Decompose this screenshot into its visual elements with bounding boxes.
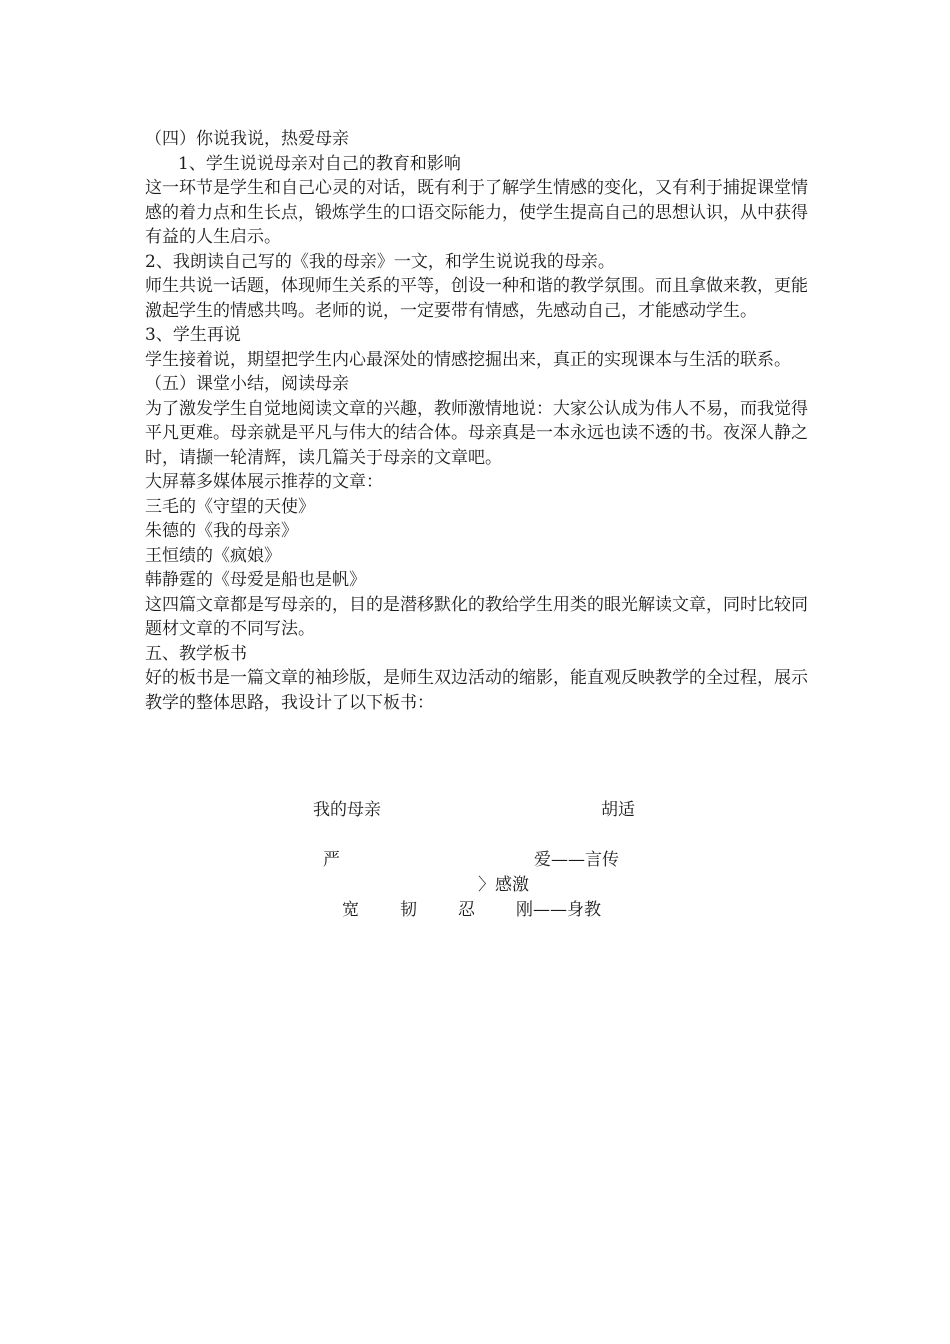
board-love-words: 爱——言传	[534, 850, 619, 870]
paragraph-step-two: 师生共说一话题，体现师生关系的平等，创设一种和谐的教学氛围。而且拿做来教，更能激起学生的情感共鸣。老师的说，一定要带有情感，先感动自己，才能感动学生。	[145, 276, 808, 321]
recommended-article: 韩静霆的《母爱是船也是帆》	[145, 570, 366, 590]
section-heading-blackboard: 五、教学板书	[145, 643, 247, 664]
board-gratitude: 〉感激	[478, 875, 529, 895]
step-two-heading: 2、我朗读自己写的《我的母亲》一文，和学生说说我的母亲。	[145, 251, 615, 272]
board-author: 胡适	[601, 800, 635, 820]
recommended-article: 王恒绩的《疯娘》	[145, 545, 281, 566]
recommended-article: 三毛的《守望的天使》	[145, 496, 315, 517]
section-heading-four: （四）你说我说，热爱母亲	[145, 129, 349, 149]
recommend-intro: 大屏幕多媒体展示推荐的文章：	[145, 472, 383, 492]
paragraph-step-one: 这一环节是学生和自己心灵的对话，既有利于了解学生情感的变化，又有利于捕捉课堂情感的着力点和生长点，锻炼学生的口语交际能力，使学生提高自己的思想认识，从中获得有益的人生启示。	[145, 178, 808, 247]
board-virtue: 宽	[342, 900, 359, 920]
board-virtue: 韧	[400, 900, 417, 920]
board-virtue: 刚——身教	[516, 900, 601, 920]
paragraph-step-three: 学生接着说，期望把学生内心最深处的情感挖掘出来，真正的实现课本与生活的联系。	[145, 349, 791, 370]
section-heading-five: （五）课堂小结，阅读母亲	[145, 374, 349, 394]
paragraph-recommend-purpose: 这四篇文章都是写母亲的，目的是潜移默化的教给学生用类的眼光解读文章，同时比较同题材文章的不同写法。	[145, 594, 808, 639]
board-strict: 严	[323, 850, 340, 870]
recommended-article: 朱德的《我的母亲》	[145, 521, 298, 541]
paragraph-blackboard-intro: 好的板书是一篇文章的袖珍版，是师生双边活动的缩影，能直观反映教学的全过程，展示教学的整体思路，我设计了以下板书：	[145, 668, 808, 713]
board-virtue: 忍	[458, 900, 475, 920]
step-one-heading: 1、学生说说母亲对自己的教育和影响	[178, 153, 461, 174]
board-title: 我的母亲	[313, 800, 381, 820]
step-three-heading: 3、学生再说	[145, 325, 241, 345]
paragraph-summary: 为了激发学生自觉地阅读文章的兴趣，教师激情地说：大家公认成为伟人不易，而我觉得平凡更难。母亲就是平凡与伟大的结合体。母亲真是一本永远也读不透的书。夜深人静之时，请撷一轮清辉，读几篇关于母亲的文章吧。	[145, 398, 808, 468]
